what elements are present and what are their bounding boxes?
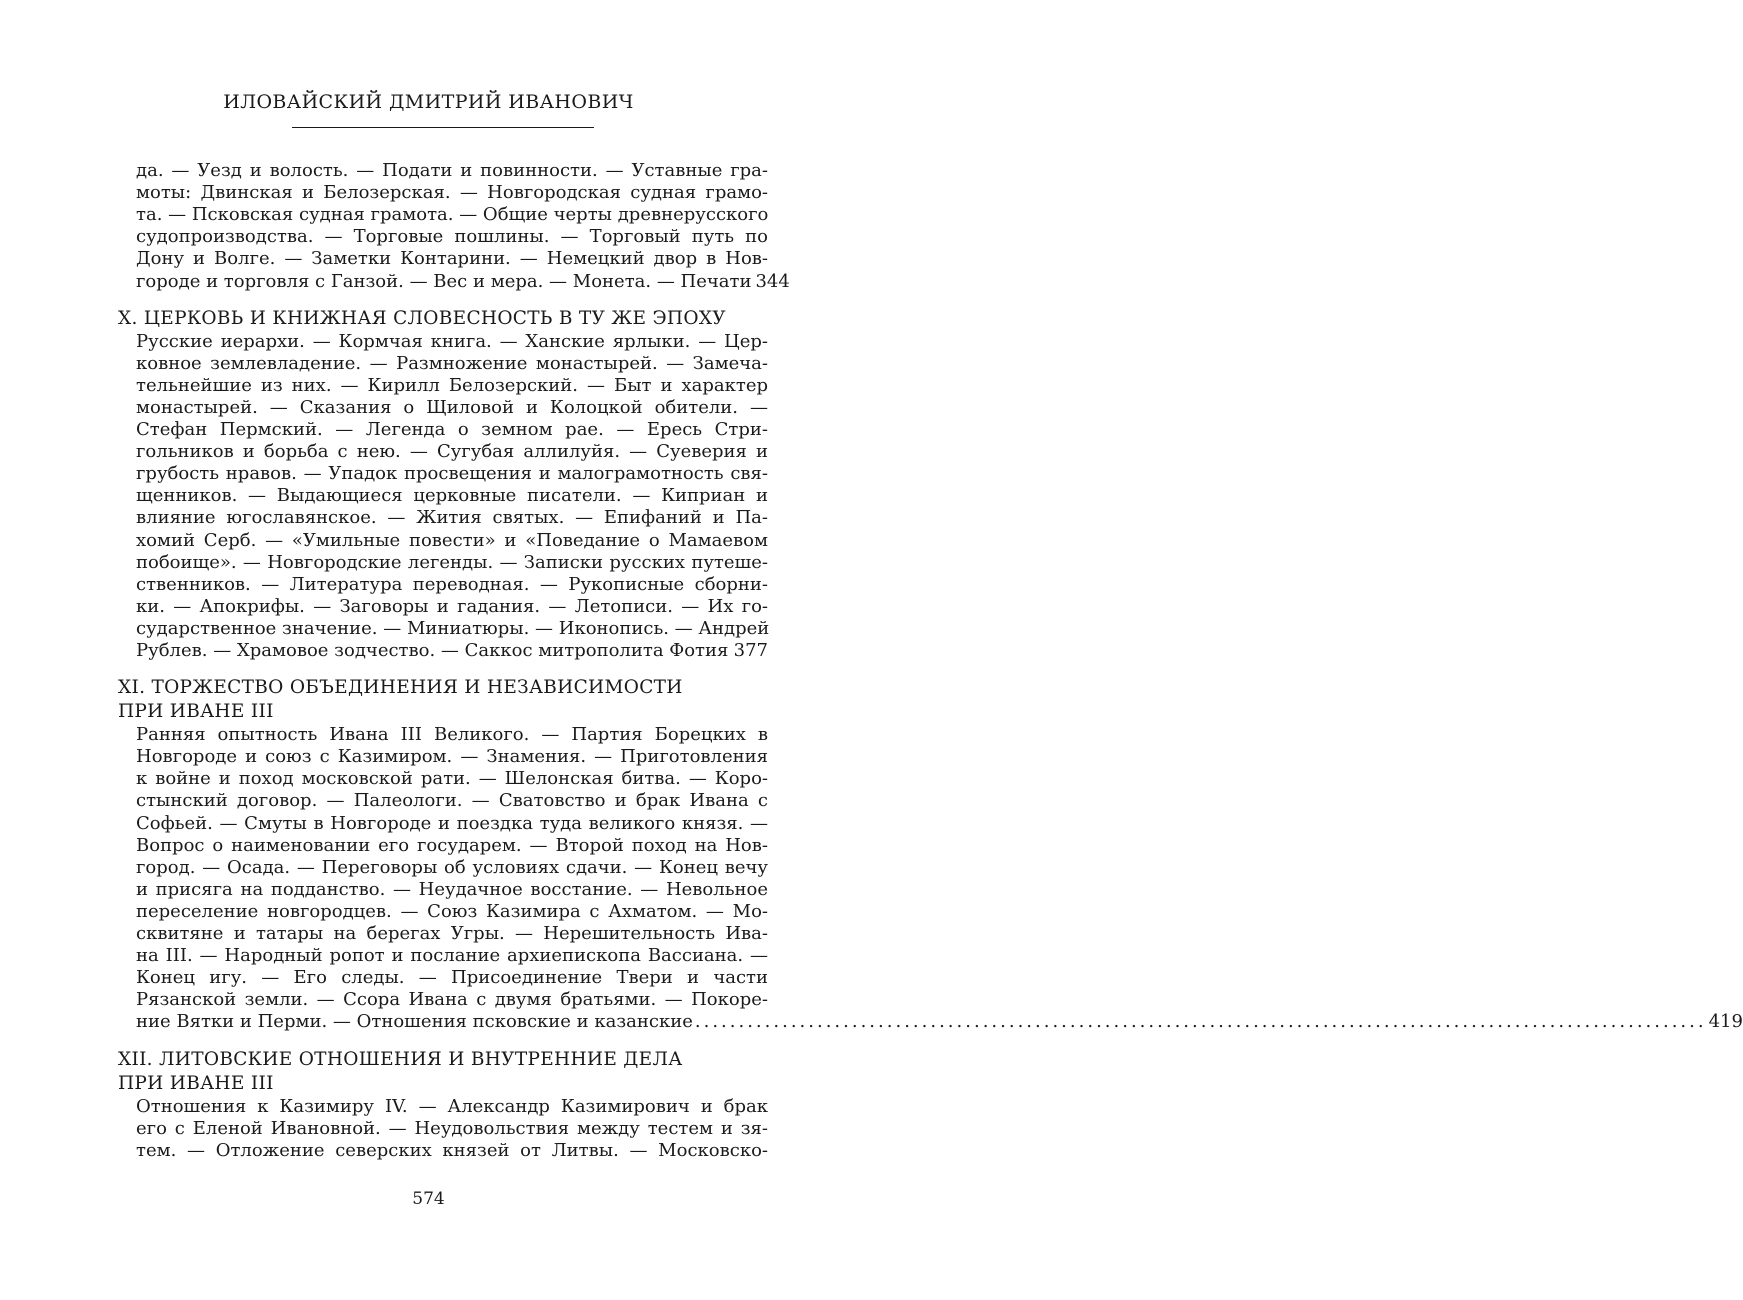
toc-text-line: ственников. — Литература переводная. — Рукописные сборни- bbox=[136, 573, 768, 595]
toc-heading-line: ПРИ ИВАНЕ III bbox=[118, 701, 274, 723]
toc-text-line: Ранняя опытность Ивана III Великого. — Партия Борецких в bbox=[136, 724, 768, 746]
toc-text-line: ние Вятки и Перми. — Отношения псковские и казанские bbox=[136, 1011, 693, 1033]
toc-text-line: щенников. — Выдающиеся церковные писатели. — Киприан и bbox=[136, 485, 768, 507]
toc-text-line: тем. — Отложение северских князей от Литвы. — Московско- bbox=[136, 1139, 768, 1161]
toc-text-line: стынский договор. — Палеологи. — Сватовство и брак Ивана с bbox=[136, 790, 768, 812]
toc-text-line: Отношения к Казимиру IV. — Александр Казимирович и брак bbox=[136, 1095, 768, 1117]
toc-text-line: Дону и Волге. — Заметки Контарини. — Немецкий двор в Нов- bbox=[136, 248, 768, 270]
toc-text-line: грубость нравов. — Упадок просвещения и малограмотность свя- bbox=[136, 463, 768, 485]
toc-text-line: монастырей. — Сказания о Щиловой и Колоцкой обители. — bbox=[136, 396, 768, 418]
toc-page-number: 419 bbox=[1708, 1011, 1743, 1033]
toc-text-line: Рублев. — Храмовое зодчество. — Саккос митрополита Фотия bbox=[136, 640, 729, 661]
toc-last-line bbox=[136, 640, 768, 662]
toc-page-number: 377 bbox=[733, 640, 768, 661]
toc-text-line: моты: Двинская и Белозерская. — Новгородская судная грамо- bbox=[136, 182, 768, 204]
toc-text-line: и присяга на подданство. — Неудачное восстание. — Невольное bbox=[136, 878, 768, 900]
toc-heading-line: XII. ЛИТОВСКИЕ ОТНОШЕНИЯ И ВНУТРЕННИЕ ДЕЛА bbox=[118, 1048, 683, 1070]
toc-text-line: хомий Серб. — «Умильные повести» и «Поведание о Мамаевом bbox=[136, 529, 768, 551]
toc-text-line: гольников и борьба с нею. — Сугубая аллилуйя. — Суеверия и bbox=[136, 441, 768, 463]
toc-text-line: та. — Псковская судная грамота. — Общие черты древнерусского bbox=[136, 204, 769, 226]
toc-heading-line: X. ЦЕРКОВЬ И КНИЖНАЯ СЛОВЕСНОСТЬ В ТУ ЖЕ ЭПОХУ bbox=[118, 307, 726, 329]
running-head: ИЛОВАЙСКИЙ ДМИТРИЙ ИВАНОВИЧ bbox=[223, 91, 634, 113]
running-head-rule bbox=[292, 127, 594, 128]
toc-text-line: Русские иерархи. — Кормчая книга. — Ханские ярлыки. — Цер- bbox=[136, 330, 768, 352]
toc-text-line: влияние югославянское. — Жития святых. — Епифаний и Па- bbox=[136, 507, 768, 529]
toc-text-line: сквитяне и татары на берегах Угры. — Нерешительность Ива- bbox=[136, 923, 768, 944]
toc-heading-line: ПРИ ИВАНЕ III bbox=[118, 1072, 274, 1094]
toc-heading-line: XI. ТОРЖЕСТВО ОБЪЕДИНЕНИЯ И НЕЗАВИСИМОСТИ bbox=[118, 677, 683, 699]
toc-text-line: его с Еленой Ивановной. — Неудовольствия между тестем и зя- bbox=[136, 1117, 768, 1139]
toc-text-line: к войне и поход московской рати. — Шелонская битва. — Коро- bbox=[136, 768, 768, 790]
toc-text-line: да. — Уезд и волость. — Подати и повинности. — Уставные гра- bbox=[136, 160, 768, 181]
toc-text-line: на III. — Народный ропот и послание архиепископа Вассиана. — bbox=[136, 945, 768, 967]
toc-text-line: судопроизводства. — Торговые пошлины. — Торговый путь по bbox=[136, 226, 768, 248]
toc-text-line: Стефан Пермский. — Легенда о земном рае. — Ересь Стри- bbox=[136, 419, 768, 440]
toc-text-line: Софьей. — Смуты в Новгороде и поездка туда великого князя. — bbox=[136, 812, 768, 834]
toc-text-line: город. — Осада. — Переговоры об условиях сдачи. — Конец вечу bbox=[136, 856, 768, 878]
toc-page-number: 344 bbox=[755, 270, 790, 292]
toc-text-line: городе и торговля с Ганзой. — Вес и мера. — Монета. — Печати bbox=[136, 270, 752, 292]
toc-last-line bbox=[136, 270, 790, 293]
toc-text-line: сударственное значение. — Миниатюры. — Иконопись. — Андрей bbox=[136, 617, 770, 639]
page-number: 574 bbox=[412, 1189, 445, 1209]
toc-text-line: Новгороде и союз с Казимиром. — Знамения. — Приготовления bbox=[136, 746, 768, 768]
toc-text-line: Вопрос о наименовании его государем. — Второй поход на Нов- bbox=[136, 834, 768, 856]
toc-text-line: переселение новгородцев. — Союз Казимира с Ахматом. — Мо- bbox=[136, 900, 768, 922]
toc-last-line bbox=[136, 1011, 1743, 1033]
toc-text-line: ковное землевладение. — Размножение монастырей. — Замеча- bbox=[136, 352, 768, 374]
toc-text-line: тельнейшие из них. — Кирилл Белозерский. — Быт и характер bbox=[136, 374, 768, 396]
toc-text-line: Рязанской земли. — Ссора Ивана с двумя братьями. — Покоре- bbox=[136, 989, 768, 1011]
toc-text-line: ки. — Апокрифы. — Заговоры и гадания. — Летописи. — Их го- bbox=[136, 595, 768, 617]
toc-text-line: побоище». — Новгородские легенды. — Записки русских путеше- bbox=[136, 551, 768, 573]
dot-leader bbox=[730, 640, 731, 662]
dot-leader bbox=[695, 1011, 1707, 1033]
toc-text-line: Конец игу. — Его следы. — Присоединение Твери и части bbox=[136, 967, 768, 989]
